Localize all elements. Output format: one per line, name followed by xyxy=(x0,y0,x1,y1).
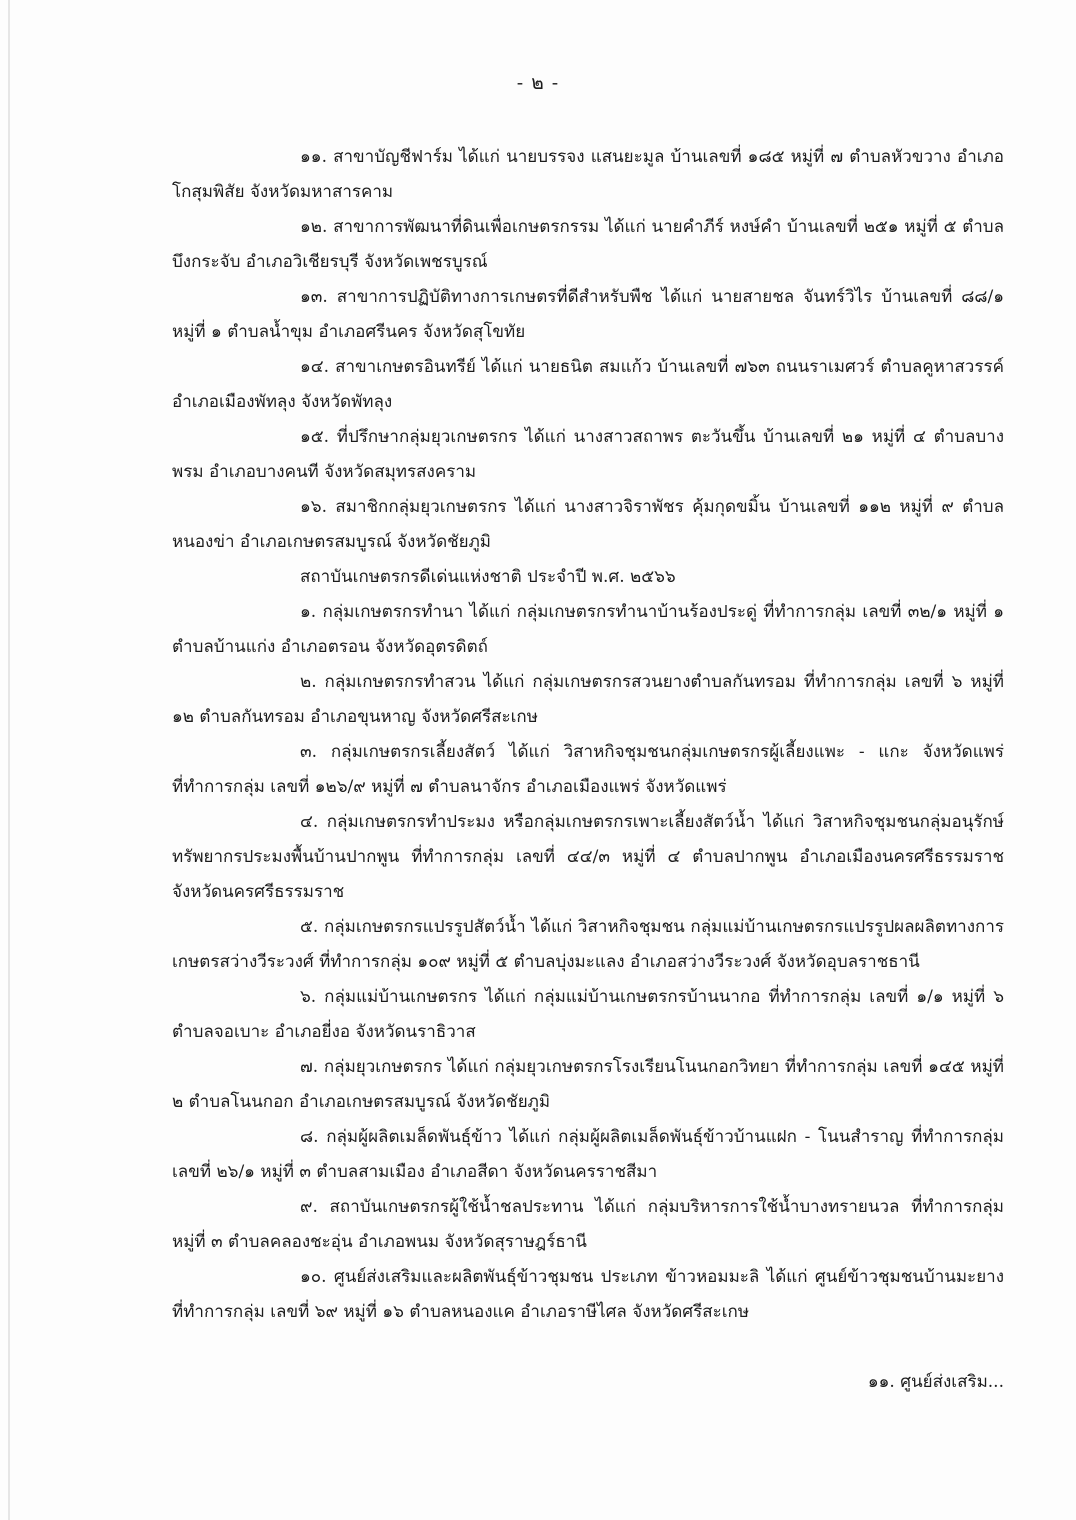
scan-edge-shadow xyxy=(8,0,10,1520)
institution-item: ๑. กลุ่มเกษตรกรทำนา ได้แก่ กลุ่มเกษตรกรทำนาบ้านร้องประดู่ ที่ทำการกลุ่ม เลขที่ ๓๒/๑ หมู่ที่ ๑ ตำบลบ้านแก่ง อำเภอตรอน จังหวัดอุตรดิตถ์ xyxy=(172,602,1004,657)
list-item: ๑๔. สาขาเกษตรอินทรีย์ ได้แก่ นายธนิต สมแก้ว บ้านเลขที่ ๗๖๓ ถนนราเมศวร์ ตำบลคูหาสวรรค์ อำเภอเมืองพัทลุง จังหวัดพัทลุง xyxy=(172,357,1004,412)
page-number: - ๒ - xyxy=(516,72,560,94)
continuation-marker: ๑๑. ศูนย์ส่งเสริม... xyxy=(867,1372,1004,1392)
institution-item: ๒. กลุ่มเกษตรกรทำสวน ได้แก่ กลุ่มเกษตรกรสวนยางตำบลกันทรอม ที่ทำการกลุ่ม เลขที่ ๖ หมู่ที่ ๑๒ ตำบลกันทรอม อำเภอขุนหาญ จังหวัดศรีสะเกษ xyxy=(172,672,1004,727)
list-item: ๑๒. สาขาการพัฒนาที่ดินเพื่อเกษตรกรรม ได้แก่ นายคำภีร์ หงษ์คำ บ้านเลขที่ ๒๕๑ หมู่ที่ ๕ ตำบลบึงกระจับ อำเภอวิเชียรบุรี จังหวัดเพชรบูรณ์ xyxy=(172,217,1004,272)
list-item: ๑๖. สมาชิกกลุ่มยุวเกษตรกร ได้แก่ นางสาวจิราพัชร คุ้มกุดขมิ้น บ้านเลขที่ ๑๑๒ หมู่ที่ ๙ ตำบลหนองข่า อำเภอเกษตรสมบูรณ์ จังหวัดชัยภูมิ xyxy=(172,497,1004,552)
institution-item: ๔. กลุ่มเกษตรกรทำประมง หรือกลุ่มเกษตรกรเพาะเลี้ยงสัตว์น้ำ ได้แก่ วิสาหกิจชุมชนกลุ่มอนุรักษ์ทรัพยากรประมงพื้นบ้านปากพูน ที่ทำการกลุ่ม เลขที่ ๔๔/๓ หมู่ที่ ๔ ตำบลปากพูน อำเภอเมืองนครศรีธรรมราช จังหวัดนครศรีธรรมราช xyxy=(172,812,1004,902)
institution-item: ๖. กลุ่มแม่บ้านเกษตรกร ได้แก่ กลุ่มแม่บ้านเกษตรกรบ้านนากอ ที่ทำการกลุ่ม เลขที่ ๑/๑ หมู่ที่ ๖ ตำบลจอเบาะ อำเภอยี่งอ จังหวัดนราธิวาส xyxy=(172,987,1004,1042)
institution-item: ๗. กลุ่มยุวเกษตรกร ได้แก่ กลุ่มยุวเกษตรกรโรงเรียนโนนกอกวิทยา ที่ทำการกลุ่ม เลขที่ ๑๔๕ หมู่ที่ ๒ ตำบลโนนกอก อำเภอเกษตรสมบูรณ์ จังหวัดชัยภูมิ xyxy=(172,1057,1004,1112)
list-item: ๑๕. ที่ปรึกษากลุ่มยุวเกษตรกร ได้แก่ นางสาวสถาพร ตะวันขึ้น บ้านเลขที่ ๒๑ หมู่ที่ ๔ ตำบลบางพรม อำเภอบางคนที จังหวัดสมุทรสงคราม xyxy=(172,427,1004,482)
institution-item: ๕. กลุ่มเกษตรกรแปรรูปสัตว์น้ำ ได้แก่ วิสาหกิจชุมชน กลุ่มแม่บ้านเกษตรกรแปรรูปผลผลิตทางการเกษตรสว่างวีระวงศ์ ที่ทำการกลุ่ม ๑๐๙ หมู่ที่ ๕ ตำบลบุ่งมะแลง อำเภอสว่างวีระวงศ์ จังหวัดอุบลราชธานี xyxy=(172,917,1004,972)
institution-item: ๑๐. ศูนย์ส่งเสริมและผลิตพันธุ์ข้าวชุมชน ประเภท ข้าวหอมมะลิ ได้แก่ ศูนย์ข้าวชุมชนบ้านมะยาง ที่ทำการกลุ่ม เลขที่ ๖๙ หมู่ที่ ๑๖ ตำบลหนองแค อำเภอราษีไศล จังหวัดศรีสะเกษ xyxy=(172,1267,1004,1322)
list-item: ๑๑. สาขาบัญชีฟาร์ม ได้แก่ นายบรรจง แสนยะมูล บ้านเลขที่ ๑๘๕ หมู่ที่ ๗ ตำบลหัวขวาง อำเภอโกสุมพิสัย จังหวัดมหาสารคาม xyxy=(172,147,1004,202)
institution-item: ๘. กลุ่มผู้ผลิตเมล็ดพันธุ์ข้าว ได้แก่ กลุ่มผู้ผลิตเมล็ดพันธุ์ข้าวบ้านแฝก - โนนสำราญ ที่ทำการกลุ่ม เลขที่ ๒๖/๑ หมู่ที่ ๓ ตำบลสามเมือง อำเภอสีดา จังหวัดนครราชสีมา xyxy=(172,1127,1004,1182)
institution-item: ๙. สถาบันเกษตรกรผู้ใช้น้ำชลประทาน ได้แก่ กลุ่มบริหารการใช้น้ำบางทรายนวล ที่ทำการกลุ่ม หมู่ที่ ๓ ตำบลคลองชะอุ่น อำเภอพนม จังหวัดสุราษฎร์ธานี xyxy=(172,1197,1004,1252)
document-body xyxy=(172,140,1004,1330)
institution-item: ๓. กลุ่มเกษตรกรเลี้ยงสัตว์ ได้แก่ วิสาหกิจชุมชนกลุ่มเกษตรกรผู้เลี้ยงแพะ - แกะ จังหวัดแพร่ ที่ทำการกลุ่ม เลขที่ ๑๒๖/๙ หมู่ที่ ๗ ตำบลนาจักร อำเภอเมืองแพร่ จังหวัดแพร่ xyxy=(172,742,1004,797)
section-heading: สถาบันเกษตรกรดีเด่นแห่งชาติ ประจำปี พ.ศ. ๒๕๖๖ xyxy=(300,567,676,587)
list-item: ๑๓. สาขาการปฏิบัติทางการเกษตรที่ดีสำหรับพืช ได้แก่ นายสายชล จันทร์วิไร บ้านเลขที่ ๘๘/๑ หมู่ที่ ๑ ตำบลน้ำขุม อำเภอศรีนคร จังหวัดสุโขทัย xyxy=(172,287,1004,342)
